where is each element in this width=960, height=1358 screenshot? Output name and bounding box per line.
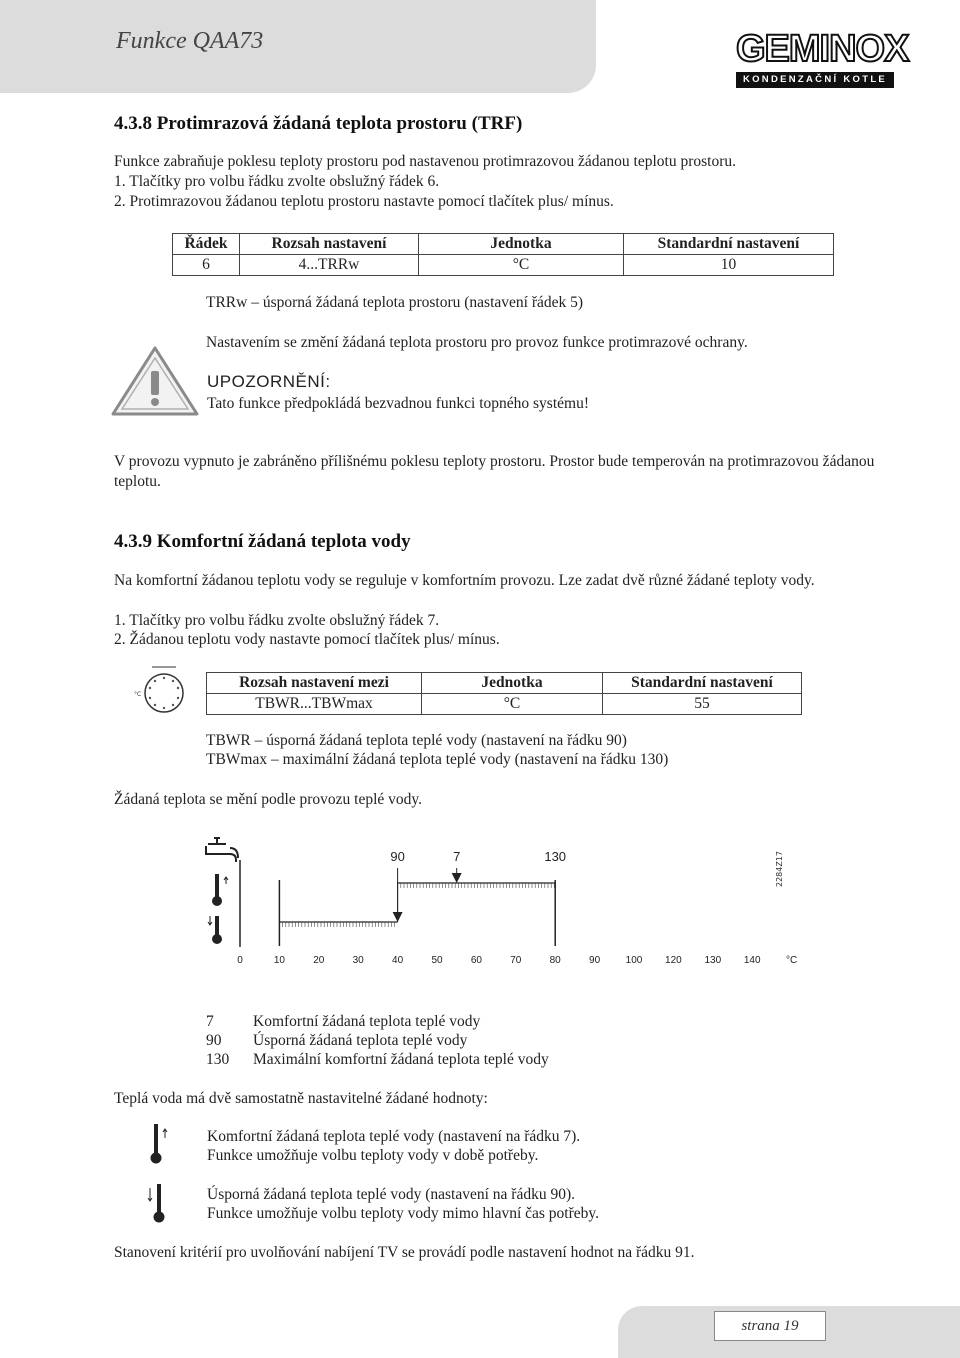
s1-step2: 2. Protimrazovou žádanou teplotu prostoru nastavte pomocí tlačítek plus/ mínus. <box>114 193 614 210</box>
def-tbwmax: TBWmax – maximální žádaná teplota teplé vody (nastavení na řádku 130) <box>206 751 669 768</box>
table-cell: °C <box>419 255 624 276</box>
s1-step1: 1. Tlačítky pro volbu řádku zvolte obslužný řádek 6. <box>114 173 440 190</box>
table-cell: °C <box>422 694 603 715</box>
s1-paragraph: V provozu vypnuto je zabráněno přílišnému poklesu teploty prostoru. Prostor bude temperován na protimrazovou žádanou teplotu. <box>114 453 875 490</box>
thermometer-down-icon <box>145 1180 171 1226</box>
option-comfort-line1: Komfortní žádaná teplota teplé vody (nastavení na řádku 7). <box>207 1128 581 1145</box>
legend-num-130: 130 <box>206 1051 230 1068</box>
s2-paragraph-2: Teplá voda má dvě samostatně nastavitelné žádané hodnoty: <box>114 1090 488 1107</box>
x-tick-label: 50 <box>431 955 443 966</box>
table-cell: 10 <box>624 255 834 276</box>
page-header-title: Funkce QAA73 <box>116 28 264 54</box>
table-cell: 55 <box>603 694 802 715</box>
legend-text-90: Úsporná žádaná teplota teplé vody <box>253 1032 468 1049</box>
x-tick-label: °C <box>785 955 798 966</box>
option-eco-line2: Funkce umožňuje volbu teploty vody mimo hlavní čas potřeby. <box>207 1205 600 1222</box>
x-tick-label: 70 <box>510 955 522 966</box>
thermometer-up-icon <box>212 874 228 906</box>
thermometer-down-icon <box>208 916 222 944</box>
x-tick-label: 0 <box>237 955 243 966</box>
legend-num-7: 7 <box>206 1013 214 1030</box>
dhw-setpoint-chart <box>200 832 810 972</box>
legend-text-130: Maximální komfortní žádaná teplota teplé vody <box>253 1051 549 1068</box>
tap-icon <box>206 838 238 862</box>
col-header: Rozsah nastavení <box>240 234 419 255</box>
x-tick-label: 140 <box>743 955 761 966</box>
control-dial-icon <box>128 662 190 720</box>
table-cell: 6 <box>173 255 240 276</box>
brand-logo <box>736 26 909 88</box>
figure-id: 2284Z17 <box>775 850 784 887</box>
x-tick-label: 60 <box>470 955 482 966</box>
section-heading-438: 4.3.8 Protimrazová žádaná teplota prostoru (TRF) <box>114 113 523 134</box>
s1-note-change: Nastavením se změní žádaná teplota prostoru pro provoz funkce protimrazové ochrany. <box>206 334 748 351</box>
col-header: Rozsah nastavení mezi <box>207 673 422 694</box>
s2-intro: Na komfortní žádanou teplotu vody se reguluje v komfortním provozu. Lze zadat dvě různé žádané teploty vody. <box>114 572 815 589</box>
marker-label: 90 <box>390 849 405 864</box>
legend-text-7: Komfortní žádaná teplota teplé vody <box>253 1013 481 1030</box>
warning-text: Tato funkce předpokládá bezvadnou funkci topného systému! <box>207 395 589 412</box>
x-tick-label: 30 <box>352 955 364 966</box>
marker-90-arrow <box>393 912 403 922</box>
def-tbwr: TBWR – úsporná žádaná teplota teplé vody (nastavení na řádku 90) <box>206 732 627 749</box>
x-tick-label: 130 <box>704 955 722 966</box>
s2-step1: 1. Tlačítky pro volbu řádku zvolte obslužný řádek 7. <box>114 612 440 629</box>
option-comfort-line2: Funkce umožňuje volbu teploty vody v době potřeby. <box>207 1147 539 1164</box>
marker-label: 130 <box>544 849 567 864</box>
s2-step2: 2. Žádanou teplotu vody nastavte pomocí tlačítek plus/ mínus. <box>114 631 500 648</box>
header-band <box>0 0 596 93</box>
marker-label: 7 <box>453 849 461 864</box>
option-eco-line1: Úsporná žádaná teplota teplé vody (nastavení na řádku 90). <box>207 1186 575 1203</box>
x-tick-label: 80 <box>549 955 561 966</box>
col-header: Řádek <box>173 234 240 255</box>
col-header: Jednotka <box>419 234 624 255</box>
table-cell: 4...TRRw <box>240 255 419 276</box>
logo-word: GEMINOX <box>736 28 909 70</box>
settings-table-row7 <box>206 672 802 715</box>
thermometer-up-icon <box>145 1122 171 1166</box>
x-tick-label: 100 <box>625 955 643 966</box>
x-tick-label: 20 <box>313 955 325 966</box>
table-cell: TBWR...TBWmax <box>207 694 422 715</box>
warning-title: UPOZORNĚNÍ: <box>207 372 331 391</box>
section-heading-439: 4.3.9 Komfortní žádaná teplota vody <box>114 531 411 552</box>
x-tick-label: 40 <box>392 955 404 966</box>
x-tick-label: 10 <box>273 955 285 966</box>
logo-subtitle: KONDENZAČNÍ KOTLE <box>736 72 894 88</box>
col-header: Standardní nastavení <box>624 234 834 255</box>
x-tick-label: 90 <box>589 955 601 966</box>
x-tick-label: 120 <box>665 955 682 966</box>
settings-table-row6 <box>172 233 834 276</box>
s1-intro: Funkce zabraňuje poklesu teploty prostoru pod nastavenou protimrazovou žádanou teplotu prostoru. <box>114 153 736 170</box>
legend-num-90: 90 <box>206 1032 222 1049</box>
page-number: strana 19 <box>714 1311 826 1341</box>
svg-text:°C: °C <box>134 691 142 698</box>
marker-7-arrow <box>452 873 462 883</box>
col-header: Jednotka <box>422 673 603 694</box>
final-paragraph: Stanovení kritérií pro uvolňování nabíjení TV se provádí podle nastavení hodnot na řádku 91. <box>114 1244 695 1261</box>
s1-note-trrw: TRRw – úsporná žádaná teplota prostoru (nastavení řádek 5) <box>206 294 584 311</box>
warning-triangle-icon <box>110 345 200 417</box>
col-header: Standardní nastavení <box>603 673 802 694</box>
s2-paragraph: Žádaná teplota se mění podle provozu teplé vody. <box>114 791 423 808</box>
